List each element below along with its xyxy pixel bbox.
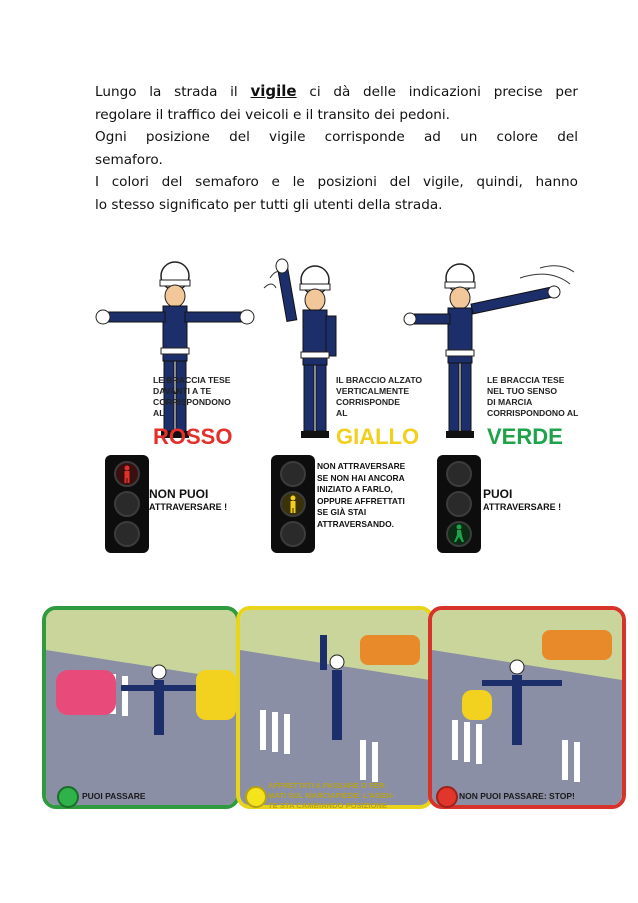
traffic-light-green (437, 455, 481, 553)
intro-line-6: lo stesso significato per tutti gli utenti della strada. (95, 196, 443, 213)
scene-label-line: MATI SUL MARCIAPIEDE: L'AGEN- (268, 791, 394, 800)
intro-line-5: I colori del semaforo e le posizioni del vigile, quindi, hanno (95, 174, 578, 190)
lamp-yellow-on (280, 491, 306, 517)
light-text-line: INIZIATO A FARLO, (317, 484, 393, 494)
light-text-line: SE NON HAI ANCORA (317, 472, 405, 483)
lamp-red-off (280, 461, 306, 487)
lamp-red-off (446, 461, 472, 487)
light-text-verde (483, 488, 561, 514)
caption-rosso (153, 375, 231, 419)
light-text-line: PUOI (483, 487, 513, 501)
light-text-rosso (149, 488, 227, 514)
caption-line: VERTICALMENTE (336, 386, 410, 396)
scene-label-line: AFFRETTATI A PASSARE O FER- (268, 781, 387, 790)
caption-line: AL (336, 408, 348, 418)
scene-label-red: NON PUOI PASSARE: STOP! (459, 791, 575, 801)
caption-line: LE BRACCIA TESE (153, 375, 231, 385)
light-text-line: SE GIÀ STAI (317, 507, 367, 517)
caption-line: CORRISPONDE (336, 397, 400, 407)
lamp-green-off (114, 521, 140, 547)
light-text-line: NON PUOI (149, 487, 209, 501)
caption-line: DAVANTI A TE (153, 386, 212, 396)
color-word-giallo: GIALLO (336, 424, 420, 449)
red-signal-dot (436, 786, 458, 808)
intro-keyword: vigile (250, 82, 297, 100)
intro-line-2: regolare il traffico dei veicoli e il transito dei pedoni. (95, 106, 450, 123)
caption-line: DI MARCIA (487, 397, 533, 407)
intro-text (95, 80, 578, 216)
light-text-line: ATTRAVERSARE ! (149, 502, 228, 512)
traffic-light-yellow (271, 455, 315, 553)
caption-line: CORRISPONDONO AL (487, 408, 579, 418)
lamp-green-on (446, 521, 472, 547)
scene-label-green: PUOI PASSARE (82, 791, 146, 801)
light-text-line: OPPURE AFFRETTATI (317, 495, 405, 506)
lamp-green-off (280, 521, 306, 547)
intro-line-1-start: Lungo la strada il (95, 84, 251, 100)
caption-line: LE BRACCIA TESE (487, 375, 565, 385)
intro-line-1 (95, 80, 578, 104)
scene-green-intersection (42, 606, 240, 809)
light-text-line: ATTRAVERSARE ! (483, 502, 562, 512)
color-word-rosso: ROSSO (153, 424, 233, 449)
traffic-light-red (105, 455, 149, 553)
light-text-line: NON ATTRAVERSARE (317, 461, 406, 471)
scene-label-yellow (268, 781, 394, 811)
caption-line: CORRISPONDONO (153, 397, 231, 407)
caption-line: NEL TUO SENSO (487, 386, 558, 396)
yellow-signal-dot (245, 786, 267, 808)
lamp-yellow-off (446, 491, 472, 517)
scene-red-intersection (428, 606, 626, 809)
lamp-red-on (114, 461, 140, 487)
green-signal-dot (57, 786, 79, 808)
caption-giallo (336, 375, 422, 419)
light-text-line: ATTRAVERSANDO. (317, 518, 394, 529)
scene-yellow-intersection (236, 606, 434, 809)
scene-label-line: TE STA CAMBIANDO POSIZIONE (268, 801, 387, 810)
caption-line: AL (153, 408, 165, 418)
intro-line-3: Ogni posizione del vigile corrisponde ad un colore del (95, 129, 578, 145)
lamp-yellow-off (114, 491, 140, 517)
light-text-giallo (317, 461, 405, 530)
intro-line-1-end: ci dà delle indicazioni precise per (296, 84, 578, 100)
caption-line: IL BRACCIO ALZATO (336, 375, 423, 385)
color-word-verde: VERDE (487, 424, 563, 449)
officer-signals-poster (95, 233, 603, 558)
caption-verde (487, 375, 578, 419)
intro-line-4: semaforo. (95, 151, 163, 168)
